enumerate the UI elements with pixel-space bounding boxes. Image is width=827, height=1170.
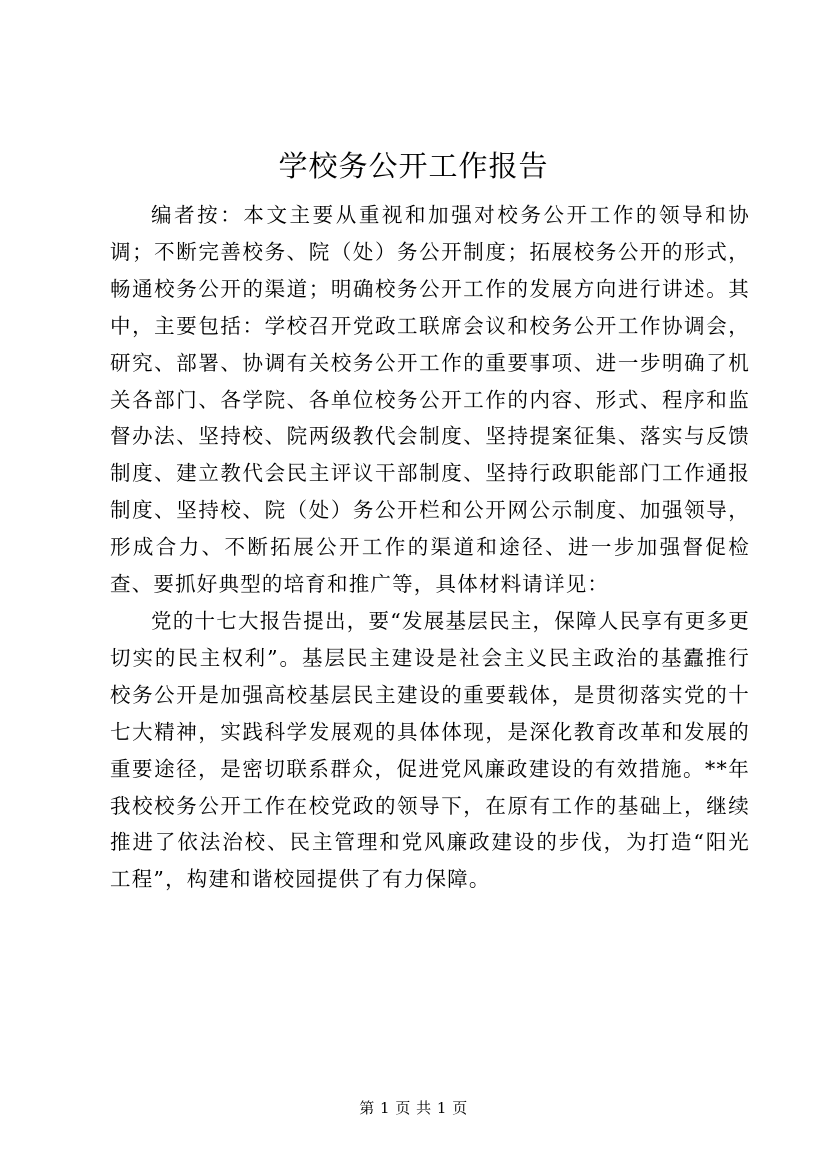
document-body	[110, 197, 750, 898]
document-title: 学校务公开工作报告	[278, 149, 549, 183]
page-footer: 第 1 页 共 1 页	[359, 1099, 468, 1117]
report-paragraph: 党的十七大报告提出，要“发展基层民主，保障人民享有更多更切实的民主权利”。基层民主建设是社会主义民主政治的基蠹推行校务公开是加强高校基层民主建设的重要载体，是贯彻落实党的十七大精神，实践科学发展观的具体体现，是深化教育改革和发展的重要途径，是密切联系群众，促进党风廉政建设的有效措施。**年我校校务公开工作在校党政的领导下，在原有工作的基础上，继续推进了依法治校、民主管理和党风廉政建设的步伐，为打造“阳光工程”，构建和谐校园提供了有力保障。	[110, 608, 750, 892]
editor-note-paragraph: 编者按：本文主要从重视和加强对校务公开工作的领导和协调；不断完善校务、院（处）务公开制度；拓展校务公开的形式，畅通校务公开的渠道；明确校务公开工作的发展方向进行讲述。其中，主要包括：学校召开党政工联席会议和校务公开工作协调会，研究、部署、协调有关校务公开工作的重要事项、进一步明确了机关各部门、各学院、各单位校务公开工作的内容、形式、程序和监督办法、坚持校、院两级教代会制度、坚持提案征集、落实与反馈制度、建立教代会民主评议干部制度、坚持行政职能部门工作通报制度、坚持校、院（处）务公开栏和公开网公示制度、加强领导，形成合力、不断拓展公开工作的渠道和途径、进一步加强督促检查、要抓好典型的培育和推广等，具体材料请详见：	[110, 203, 750, 597]
